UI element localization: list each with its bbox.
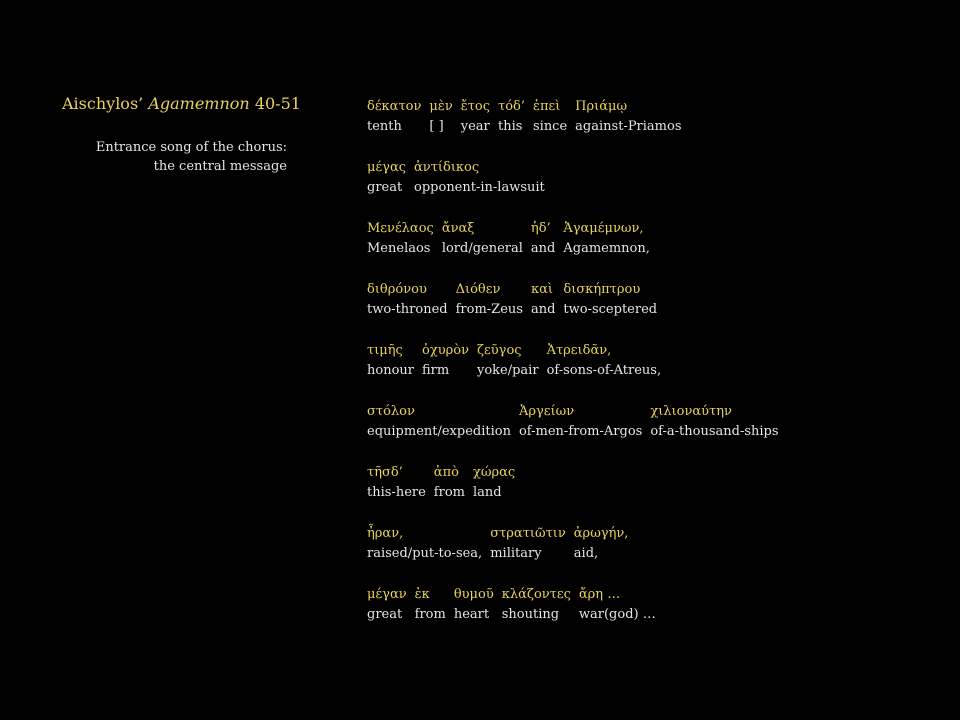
english-gloss: war(god) … bbox=[578, 607, 656, 622]
gloss-word bbox=[498, 97, 525, 137]
english-gloss: against-Priamos bbox=[575, 119, 682, 134]
greek-word: τιμῆς bbox=[367, 343, 403, 358]
gloss-word bbox=[563, 280, 657, 320]
greek-word: τόδ’ bbox=[498, 99, 525, 114]
greek-word: ἄρη … bbox=[578, 587, 621, 602]
english-gloss: of-a-thousand-ships bbox=[650, 424, 779, 439]
english-gloss: honour bbox=[367, 363, 414, 378]
greek-word: ὀχυρὸν bbox=[422, 343, 469, 358]
greek-word: δισκήπτρου bbox=[563, 282, 641, 297]
greek-word: ἀπὸ bbox=[433, 465, 459, 480]
greek-word: ἄναξ bbox=[441, 221, 475, 236]
subtitle-line-1: Entrance song of the chorus: bbox=[95, 140, 287, 155]
gloss-word bbox=[422, 341, 469, 381]
gloss-word bbox=[367, 341, 414, 381]
greek-word: Πριάμῳ bbox=[575, 99, 628, 114]
title-author: Aischylos’ bbox=[62, 94, 144, 113]
english-gloss: yoke/pair bbox=[476, 363, 539, 378]
english-gloss: opponent-in-lawsuit bbox=[414, 180, 545, 195]
gloss-line bbox=[367, 524, 787, 564]
gloss-line bbox=[367, 219, 787, 259]
gloss-word bbox=[461, 97, 490, 137]
gloss-word bbox=[414, 158, 545, 198]
greek-word: καὶ bbox=[530, 282, 553, 297]
greek-word: Ἀτρειδᾶν, bbox=[546, 343, 612, 358]
gloss-line bbox=[367, 341, 787, 381]
gloss-line bbox=[367, 97, 787, 137]
gloss-line bbox=[367, 402, 787, 442]
gloss-word bbox=[473, 463, 515, 503]
title-lines: 40-51 bbox=[254, 94, 301, 113]
greek-word: κλάζοντες bbox=[501, 587, 571, 602]
gloss-word bbox=[367, 585, 407, 625]
gloss-word bbox=[533, 97, 567, 137]
greek-word: Διόθεν bbox=[455, 282, 501, 297]
english-gloss: since bbox=[532, 119, 568, 134]
english-gloss: of-men-from-Argos bbox=[518, 424, 643, 439]
gloss-word bbox=[563, 219, 650, 259]
page-title bbox=[62, 94, 301, 113]
english-gloss: land bbox=[472, 485, 502, 500]
interlinear-gloss bbox=[367, 97, 787, 646]
greek-word: ἀντίδικος bbox=[414, 160, 480, 175]
greek-word: ἐπεὶ bbox=[532, 99, 561, 114]
english-gloss: two-throned bbox=[367, 302, 448, 317]
gloss-word bbox=[442, 219, 523, 259]
gloss-line bbox=[367, 158, 787, 198]
greek-word: στρατιῶτιν bbox=[490, 526, 566, 541]
english-gloss: Menelaos bbox=[367, 241, 431, 256]
greek-word: χιλιοναύτην bbox=[650, 404, 732, 419]
gloss-word bbox=[574, 524, 629, 564]
greek-word: ἔτος bbox=[460, 99, 490, 114]
greek-word: διθρόνου bbox=[367, 282, 427, 297]
gloss-word bbox=[367, 158, 406, 198]
english-gloss: firm bbox=[422, 363, 450, 378]
greek-word: Μενέλαος bbox=[367, 221, 434, 236]
greek-word: ἀρωγήν, bbox=[573, 526, 629, 541]
greek-word: Ἀγαμέμνων, bbox=[563, 221, 644, 236]
greek-word: Ἀργείων bbox=[518, 404, 575, 419]
greek-word: χώρας bbox=[472, 465, 516, 480]
english-gloss: aid, bbox=[573, 546, 599, 561]
greek-word: ἠδ’ bbox=[530, 221, 551, 236]
greek-word: ἐκ bbox=[414, 587, 430, 602]
english-gloss: tenth bbox=[367, 119, 402, 134]
greek-word: στόλον bbox=[367, 404, 415, 419]
english-gloss: lord/general bbox=[441, 241, 523, 256]
gloss-word bbox=[477, 341, 539, 381]
english-gloss: from-Zeus bbox=[455, 302, 523, 317]
english-gloss: equipment/expedition bbox=[367, 424, 511, 439]
gloss-line bbox=[367, 585, 787, 625]
english-gloss: raised/put-to-sea, bbox=[367, 546, 483, 561]
gloss-line bbox=[367, 463, 787, 503]
gloss-word bbox=[456, 280, 523, 320]
gloss-word bbox=[429, 97, 452, 137]
gloss-word bbox=[519, 402, 642, 442]
gloss-word bbox=[367, 402, 511, 442]
english-gloss: this bbox=[498, 119, 523, 134]
gloss-word bbox=[531, 280, 555, 320]
subtitle bbox=[96, 138, 287, 176]
gloss-word bbox=[490, 524, 566, 564]
gloss-word bbox=[579, 585, 656, 625]
english-gloss: great bbox=[367, 180, 403, 195]
subtitle-line-2: the central message bbox=[153, 159, 287, 174]
greek-word: μὲν bbox=[429, 99, 453, 114]
greek-word: ἦραν, bbox=[367, 526, 404, 541]
gloss-word bbox=[547, 341, 662, 381]
title-work: Agamemnon bbox=[148, 94, 250, 113]
english-gloss: two-sceptered bbox=[563, 302, 658, 317]
english-gloss: from bbox=[433, 485, 465, 500]
gloss-word bbox=[367, 524, 482, 564]
english-gloss: [ ] bbox=[429, 119, 444, 134]
gloss-word bbox=[367, 280, 448, 320]
gloss-line bbox=[367, 280, 787, 320]
greek-word: θυμοῦ bbox=[453, 587, 494, 602]
english-gloss: Agamemnon, bbox=[563, 241, 650, 256]
gloss-word bbox=[650, 402, 778, 442]
english-gloss: this-here bbox=[367, 485, 426, 500]
english-gloss: great bbox=[367, 607, 403, 622]
english-gloss: shouting bbox=[501, 607, 560, 622]
english-gloss: and bbox=[530, 302, 556, 317]
english-gloss: military bbox=[490, 546, 542, 561]
greek-word: μέγαν bbox=[367, 587, 407, 602]
gloss-word bbox=[367, 97, 421, 137]
english-gloss: and bbox=[530, 241, 556, 256]
english-gloss: year bbox=[460, 119, 490, 134]
gloss-word bbox=[531, 219, 555, 259]
greek-word: δέκατον bbox=[367, 99, 422, 114]
gloss-word bbox=[415, 585, 446, 625]
gloss-word bbox=[434, 463, 465, 503]
english-gloss: from bbox=[414, 607, 446, 622]
english-gloss: of-sons-of-Atreus, bbox=[546, 363, 662, 378]
greek-word: τῆσδ’ bbox=[367, 465, 403, 480]
gloss-word bbox=[454, 585, 494, 625]
english-gloss: heart bbox=[453, 607, 490, 622]
greek-word: ζεῦγος bbox=[476, 343, 522, 358]
gloss-word bbox=[367, 219, 434, 259]
gloss-word bbox=[502, 585, 571, 625]
greek-word: μέγας bbox=[367, 160, 407, 175]
gloss-word bbox=[575, 97, 681, 137]
gloss-word bbox=[367, 463, 426, 503]
